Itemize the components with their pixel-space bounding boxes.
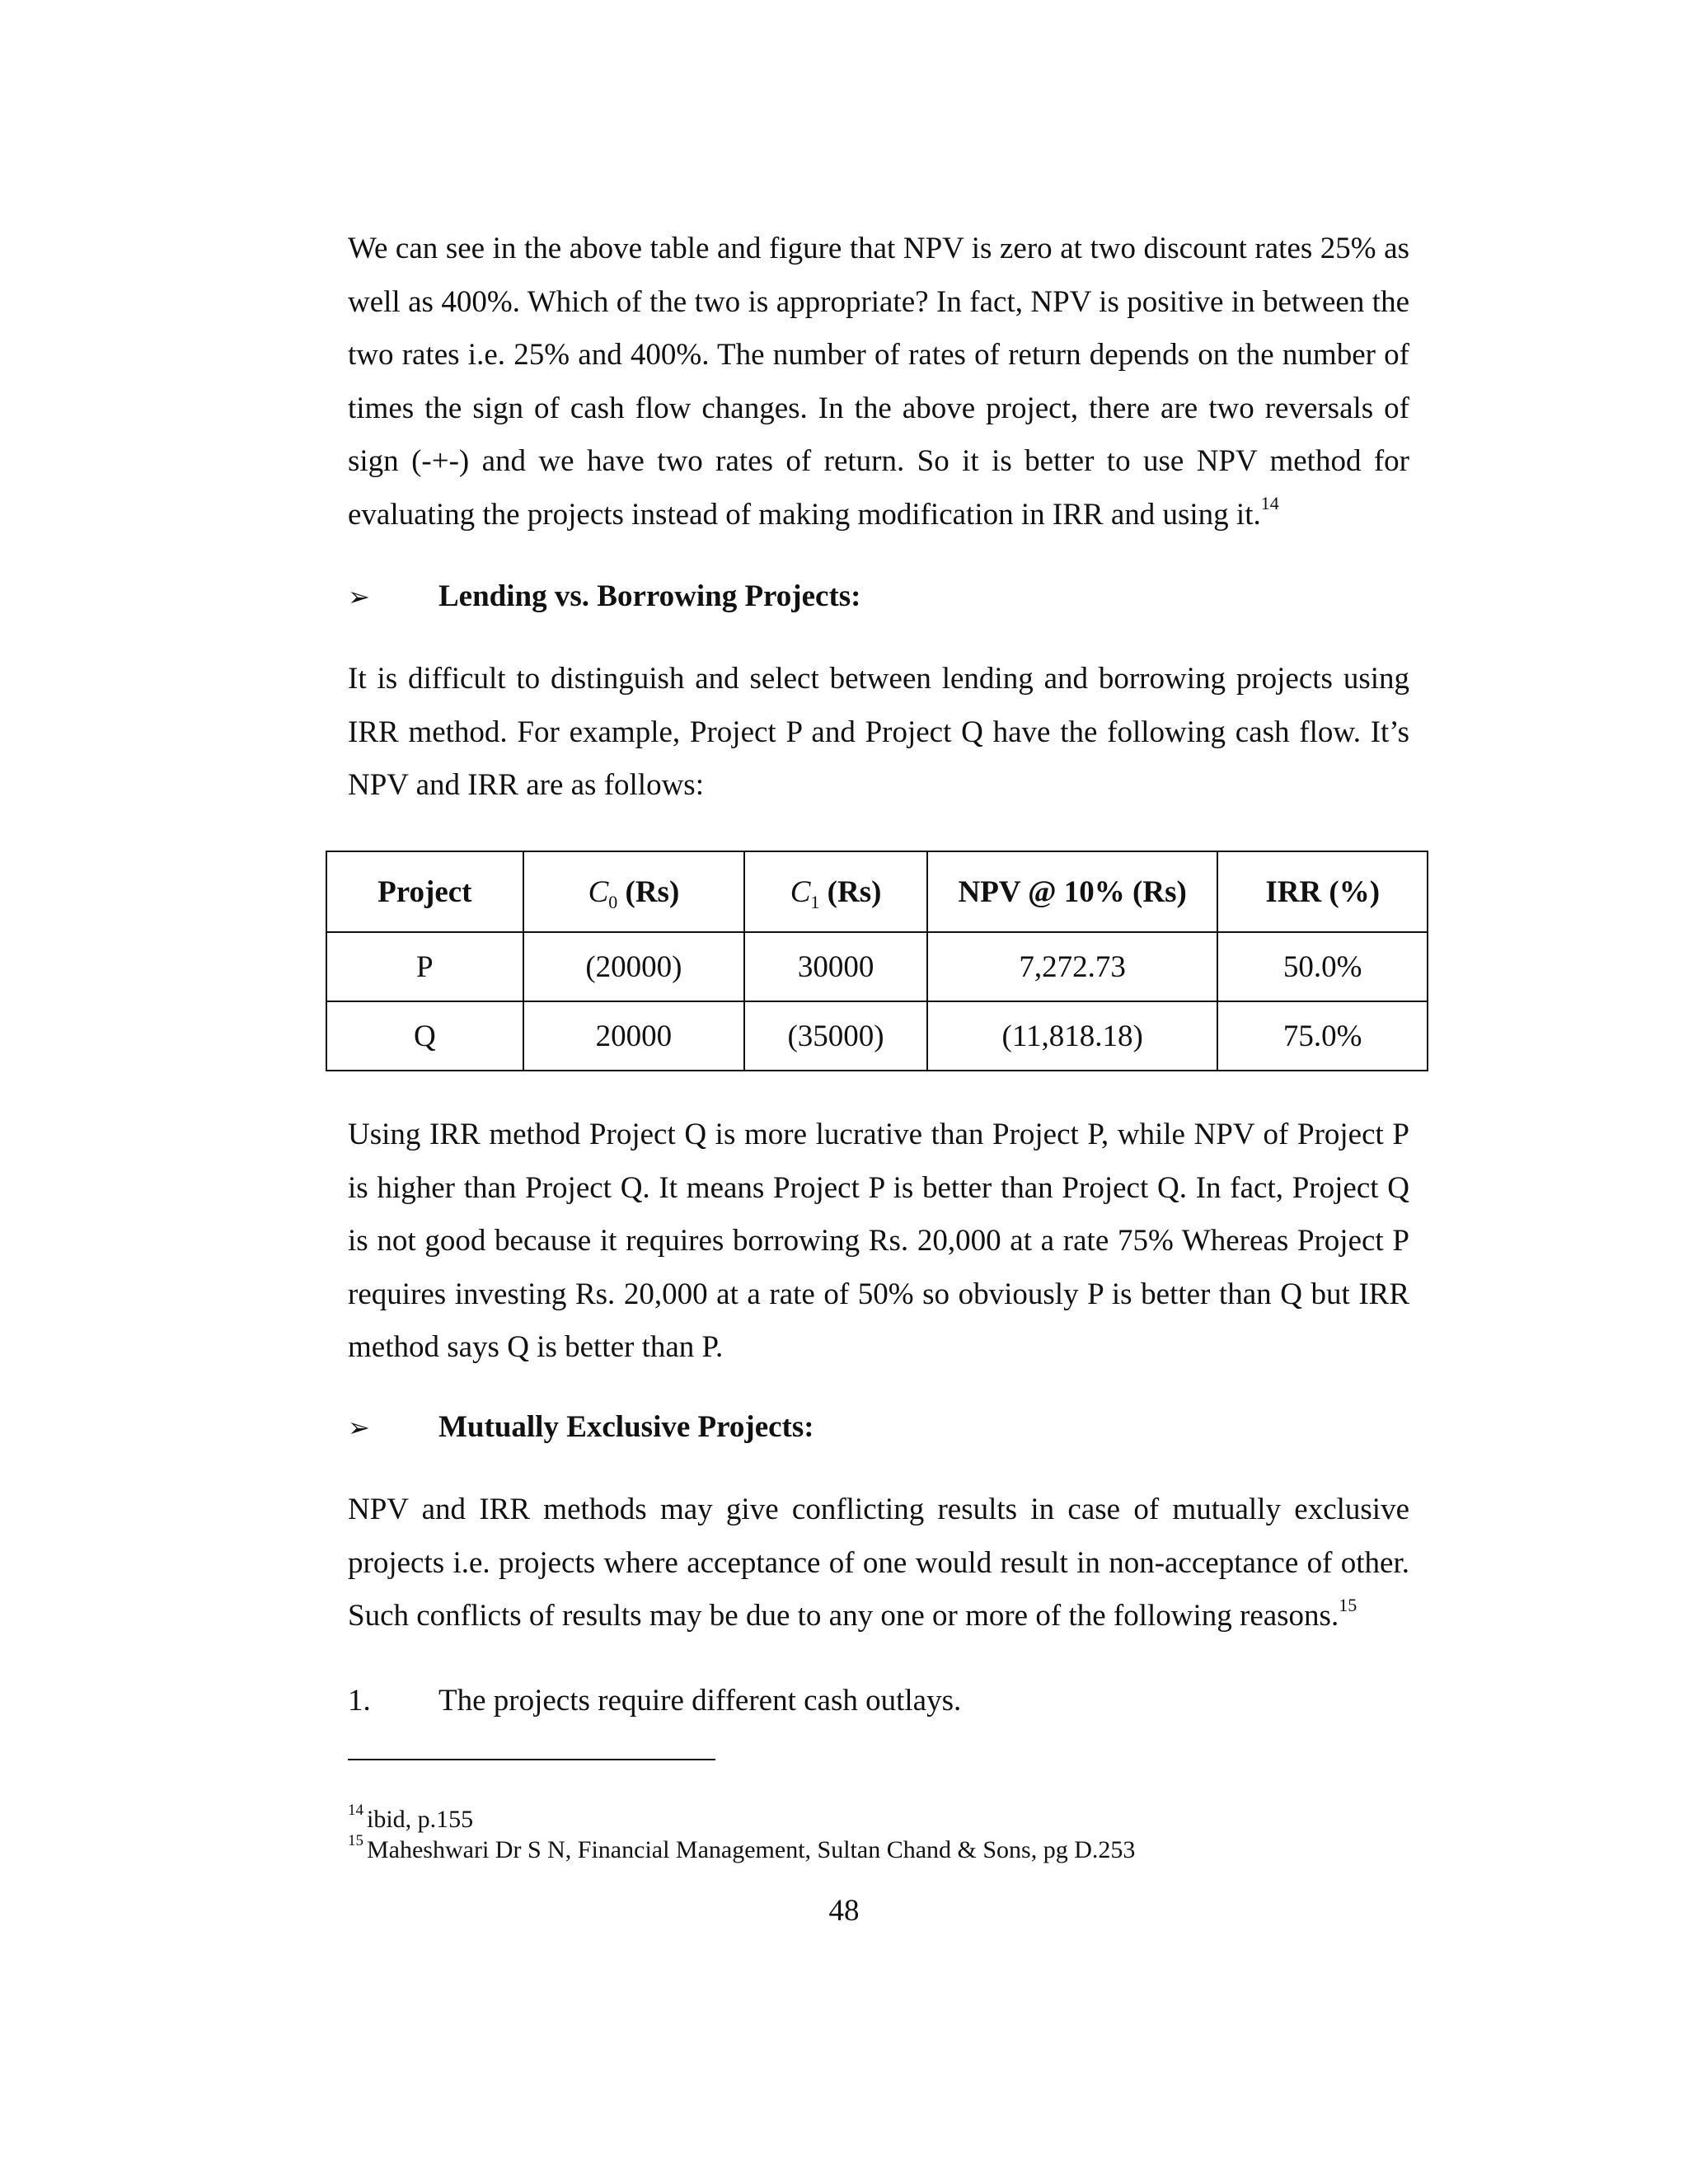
footnote-text: Maheshwari Dr S N, Financial Management, Sultan Chand & Sons, pg D.253 [367, 1836, 1136, 1863]
cell-c0: 20000 [523, 1001, 745, 1071]
paragraph-irr-comparison [348, 1108, 1409, 1375]
heading-text: Mutually Exclusive Projects: [438, 1410, 814, 1444]
heading-text: Lending vs. Borrowing Projects: [438, 579, 861, 613]
paragraph-text: NPV and IRR methods may give conflicting results in case of mutually exclusive projects i.e. projects where acceptance of one would result in non-acceptance of other. Such conflicts of results may be due to any one or more of the following reasons. [348, 1493, 1409, 1633]
footnote-ref-15: 15 [1339, 1594, 1357, 1615]
paragraph-mutually-exclusive-intro [348, 1483, 1409, 1643]
cell-npv: 7,272.73 [927, 932, 1217, 1001]
table-header-row [326, 851, 1428, 932]
paragraph-npv-multiple-rates [348, 223, 1409, 541]
arrow-bullet-icon: ➢ [348, 1412, 370, 1443]
paragraph-text: It is difficult to distinguish and select between lending and borrowing projects using IRR method. For example, Project P and Project Q have the following cash flow. It’s NPV and IRR are as follows: [348, 662, 1409, 802]
footnote-number: 15 [348, 1832, 363, 1849]
footnote-text: ibid, p.155 [367, 1806, 474, 1833]
arrow-bullet-icon: ➢ [348, 581, 370, 612]
paragraph-text: We can see in the above table and figure that NPV is zero at two discount rates 25% as well as 400%. Which of the two is appropriate? In fact, NPV is positive in between the two rates i.e. 25% and 400%. The number of rates of return depends on the number of times the sign of cash flow changes. In the above project, there are two reversals of sign (-+-) and we have two rates of return. So it is better to use NPV method for evaluating the projects instead of making modification in IRR and using it. [348, 232, 1409, 532]
footnote-ref-14: 14 [1260, 493, 1279, 514]
footnote-14 [348, 1803, 473, 1836]
section-heading-lending-borrowing [348, 572, 1409, 621]
paragraph-text: Using IRR method Project Q is more lucrative than Project P, while NPV of Project P is higher than Project Q. It means Project P is better than Project Q. In fact, Project Q is not good because it requires borrowing Rs. 20,000 at a rate 75% Whereas Project P requires investing Rs. 20,000 at a rate of 50% so obviously P is better than Q but IRR method says Q is better than P. [348, 1118, 1409, 1364]
list-item-number: 1. [348, 1684, 371, 1718]
cash-flow-table [326, 851, 1428, 1071]
list-item-text: The projects require different cash outlays. [438, 1684, 962, 1718]
column-header-npv: NPV @ 10% (Rs) [927, 851, 1217, 932]
cell-project: Q [326, 1001, 523, 1071]
cell-c0: (20000) [523, 932, 745, 1001]
column-header-irr: IRR (%) [1217, 851, 1428, 932]
table-row [326, 1001, 1428, 1071]
footnote-divider [348, 1759, 715, 1760]
page-number: 48 [828, 1894, 860, 1928]
cell-project: P [326, 932, 523, 1001]
column-header-project: Project [326, 851, 523, 932]
paragraph-lending-borrowing-intro [348, 653, 1409, 813]
column-header-c1: $C_1$ (Rs) [744, 851, 927, 932]
cell-irr: 50.0% [1217, 932, 1428, 1001]
section-heading-mutually-exclusive [348, 1403, 1409, 1452]
footnote-number: 14 [348, 1802, 363, 1819]
cell-c1: (35000) [744, 1001, 927, 1071]
table-row [326, 932, 1428, 1001]
column-header-c0: $C_0$ (Rs) [523, 851, 745, 932]
footnote-15 [348, 1834, 1135, 1867]
list-item [348, 1676, 1409, 1726]
cell-c1: 30000 [744, 932, 927, 1001]
cell-irr: 75.0% [1217, 1001, 1428, 1071]
cell-npv: (11,818.18) [927, 1001, 1217, 1071]
